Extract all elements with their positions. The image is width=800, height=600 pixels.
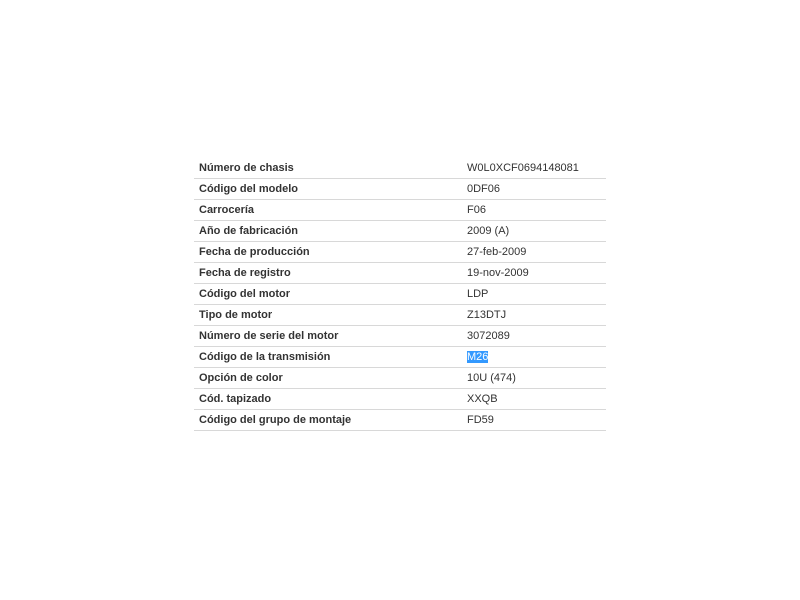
spec-value[interactable] — [462, 347, 606, 368]
spec-label: Opción de color — [194, 368, 462, 389]
spec-value: 27-feb-2009 — [462, 242, 606, 263]
spec-label: Año de fabricación — [194, 221, 462, 242]
spec-label: Código del grupo de montaje — [194, 410, 462, 431]
spec-row-chassis-number — [194, 158, 606, 179]
spec-value: W0L0XCF0694148081 — [462, 158, 606, 179]
spec-row-production-date — [194, 242, 606, 263]
spec-row-registration-date — [194, 263, 606, 284]
spec-label: Código del motor — [194, 284, 462, 305]
spec-label: Tipo de motor — [194, 305, 462, 326]
spec-value: F06 — [462, 200, 606, 221]
vehicle-specs-table — [194, 158, 606, 431]
spec-label: Fecha de registro — [194, 263, 462, 284]
spec-value: 2009 (A) — [462, 221, 606, 242]
spec-value: LDP — [462, 284, 606, 305]
spec-label: Carrocería — [194, 200, 462, 221]
spec-label: Cód. tapizado — [194, 389, 462, 410]
selected-transmission-code[interactable]: M26 — [467, 351, 489, 363]
spec-row-upholstery-code — [194, 389, 606, 410]
spec-row-assembly-group-code — [194, 410, 606, 431]
spec-row-transmission-code — [194, 347, 606, 368]
spec-label: Fecha de producción — [194, 242, 462, 263]
spec-row-engine-type — [194, 305, 606, 326]
spec-row-engine-serial — [194, 326, 606, 347]
spec-row-body — [194, 200, 606, 221]
spec-row-color-option — [194, 368, 606, 389]
spec-row-manufacture-year — [194, 221, 606, 242]
spec-value: 10U (474) — [462, 368, 606, 389]
spec-label: Código de la transmisión — [194, 347, 462, 368]
spec-value: FD59 — [462, 410, 606, 431]
spec-row-model-code — [194, 179, 606, 200]
spec-value: 0DF06 — [462, 179, 606, 200]
spec-row-engine-code — [194, 284, 606, 305]
spec-value: Z13DTJ — [462, 305, 606, 326]
spec-label: Código del modelo — [194, 179, 462, 200]
spec-value: 3072089 — [462, 326, 606, 347]
spec-value: 19-nov-2009 — [462, 263, 606, 284]
spec-label: Número de chasis — [194, 158, 462, 179]
spec-label: Número de serie del motor — [194, 326, 462, 347]
spec-value: XXQB — [462, 389, 606, 410]
